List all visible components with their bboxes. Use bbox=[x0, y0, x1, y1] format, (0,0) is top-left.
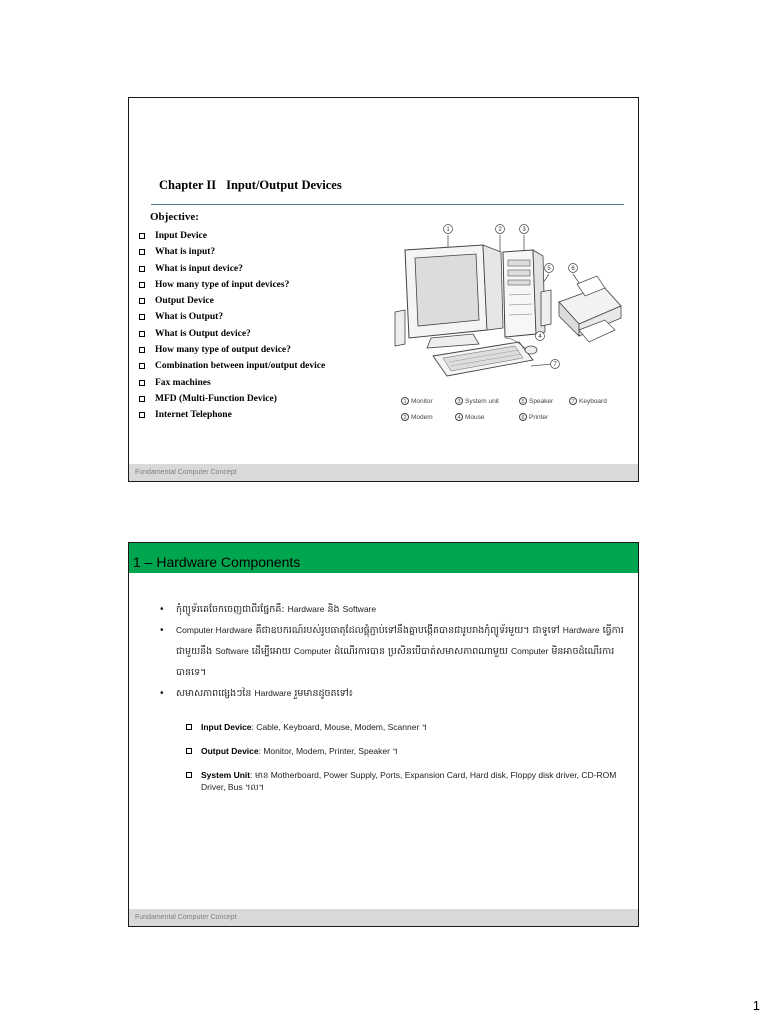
objective-text: What is Output device? bbox=[155, 328, 251, 339]
list-item bbox=[139, 261, 325, 277]
computer-system-illustration bbox=[391, 220, 623, 390]
list-item bbox=[139, 293, 325, 309]
figure-legend bbox=[399, 395, 634, 427]
checkbox-bullet-icon bbox=[139, 249, 145, 255]
list-item bbox=[139, 375, 325, 391]
legend-item bbox=[569, 397, 607, 405]
slide-title bbox=[159, 178, 342, 193]
list-item bbox=[139, 244, 325, 260]
english-term: Software bbox=[215, 646, 249, 656]
khmer-text: ធ្វើការជាមួយនឹង bbox=[176, 625, 624, 657]
bullet-list bbox=[159, 599, 629, 704]
component-list bbox=[186, 715, 626, 793]
callout-label: 3 bbox=[522, 227, 526, 233]
legend-item bbox=[519, 397, 553, 405]
objective-text: Output Device bbox=[155, 296, 214, 307]
legend-item bbox=[455, 397, 499, 405]
legend-item bbox=[401, 413, 433, 421]
khmer-text: រួមមានដូចតទៅ៖ bbox=[294, 688, 353, 699]
checkbox-bullet-icon bbox=[186, 724, 192, 730]
checkbox-bullet-icon bbox=[139, 396, 145, 402]
english-term: Hardware bbox=[287, 604, 325, 614]
legend-label: Mouse bbox=[465, 414, 485, 421]
legend-item bbox=[455, 413, 485, 421]
legend-label: System unit bbox=[465, 398, 499, 405]
khmer-text: ដំណើរការបាន ប្រសិនបើបាត់សមាសភាពណាមួយ bbox=[334, 646, 508, 657]
list-item bbox=[139, 277, 325, 293]
legend-number: 2 bbox=[401, 413, 409, 421]
monitor-icon bbox=[405, 245, 503, 348]
legend-label: Modem bbox=[411, 414, 433, 421]
khmer-text: មិនអាចដំណើរការបានទេ។ bbox=[176, 646, 615, 678]
component-text: : មាន Motherboard, Power Supply, Ports, Expansion Card, Hard disk, Floppy disk driver, CD-ROM Driver, Bus ។ល។ bbox=[201, 770, 617, 792]
checkbox-bullet-icon bbox=[139, 363, 145, 369]
khmer-text: កុំព្យូទ័រគេចែកចេញជាពីរផ្នែកគឺ: bbox=[176, 604, 285, 615]
objective-text: Fax machines bbox=[155, 377, 211, 388]
title-divider bbox=[151, 204, 624, 205]
legend-number: 6 bbox=[519, 413, 527, 421]
slide-footer: Fundamental Computer Concept bbox=[129, 909, 638, 926]
legend-number: 4 bbox=[455, 413, 463, 421]
checkbox-bullet-icon bbox=[186, 748, 192, 754]
legend-label: Speaker bbox=[529, 398, 554, 405]
legend-item bbox=[401, 397, 433, 405]
english-term: Software bbox=[342, 604, 377, 614]
list-item bbox=[186, 715, 626, 739]
legend-label: Monitor bbox=[411, 398, 433, 405]
list-item bbox=[159, 683, 629, 704]
list-item bbox=[139, 407, 325, 423]
english-term: Computer bbox=[511, 646, 549, 656]
keyboard-icon bbox=[433, 342, 533, 376]
callout-label: 1 bbox=[446, 227, 450, 233]
legend-number: 1 bbox=[401, 397, 409, 405]
callout-label: 2 bbox=[498, 227, 502, 233]
objective-text: What is input? bbox=[155, 247, 216, 258]
list-item bbox=[186, 763, 626, 793]
objective-text: Combination between input/output device bbox=[155, 361, 326, 372]
checkbox-bullet-icon bbox=[139, 266, 145, 272]
chapter-title: Input/Output Devices bbox=[226, 178, 342, 192]
objective-text: How many type of input devices? bbox=[155, 279, 290, 290]
wrapped-line bbox=[201, 763, 626, 793]
component-label: Output Device bbox=[201, 746, 259, 756]
list-item bbox=[139, 342, 325, 358]
checkbox-bullet-icon bbox=[186, 772, 192, 778]
objective-text: Internet Telephone bbox=[155, 410, 232, 421]
objective-text: What is Output? bbox=[155, 312, 224, 323]
legend-number: 7 bbox=[569, 397, 577, 405]
callout-label: 5 bbox=[547, 266, 551, 272]
checkbox-bullet-icon bbox=[139, 233, 145, 239]
list-item bbox=[139, 309, 325, 325]
list-item bbox=[186, 739, 626, 763]
checkbox-bullet-icon bbox=[139, 298, 145, 304]
component-text: : Monitor, Modem, Printer, Speaker ។ bbox=[258, 746, 398, 756]
english-term: Computer Hardware bbox=[176, 625, 253, 635]
objective-text: How many type of output device? bbox=[155, 345, 291, 356]
checkbox-bullet-icon bbox=[139, 282, 145, 288]
component-label: System Unit bbox=[201, 770, 251, 780]
list-item bbox=[139, 228, 325, 244]
khmer-text: និង bbox=[327, 604, 340, 615]
objective-text: What is input device? bbox=[155, 263, 243, 274]
list-item bbox=[139, 326, 325, 342]
legend-label: Printer bbox=[529, 414, 549, 421]
checkbox-bullet-icon bbox=[139, 314, 145, 320]
slide-footer: Fundamental Computer Concept bbox=[129, 464, 638, 481]
page-number: 1 bbox=[752, 998, 760, 1013]
checkbox-bullet-icon bbox=[139, 347, 145, 353]
list-item bbox=[139, 391, 325, 407]
khmer-text: ដើម្បីអោយ bbox=[251, 646, 291, 657]
list-item bbox=[139, 358, 325, 374]
objective-text: MFD (Multi-Function Device) bbox=[155, 393, 277, 404]
legend-label: Keyboard bbox=[579, 398, 607, 405]
callout-label: 6 bbox=[571, 266, 575, 272]
khmer-text: គឺជាឧបករណ៍របស់រូបធាតុដែលផ្គុំភ្ជាប់ទៅនឹងគ្នាបង្កើតបានជារូបរាងកុំព្យូទ័រមួយ។ ជាទូទៅ bbox=[255, 625, 560, 636]
legend-item bbox=[519, 413, 548, 421]
objective-label: Objective: bbox=[150, 211, 199, 223]
callout-label: 4 bbox=[538, 334, 542, 340]
component-text: : Cable, Keyboard, Mouse, Modem, Scanner ។ bbox=[251, 722, 428, 732]
khmer-text: សមាសភាពផ្សេងៗនៃ bbox=[176, 688, 252, 699]
chapter-label: Chapter II bbox=[159, 178, 217, 192]
english-term: Hardware bbox=[254, 688, 292, 698]
checkbox-bullet-icon bbox=[139, 331, 145, 337]
checkbox-bullet-icon bbox=[139, 380, 145, 386]
legend-number: 3 bbox=[455, 397, 463, 405]
list-item bbox=[159, 620, 629, 683]
component-label: Input Device bbox=[201, 722, 252, 732]
checkbox-bullet-icon bbox=[139, 412, 145, 418]
printer-icon bbox=[559, 276, 621, 342]
system-unit-icon bbox=[503, 250, 545, 337]
callout-label: 7 bbox=[553, 362, 557, 368]
slide-2 bbox=[128, 542, 639, 927]
slide-1 bbox=[128, 97, 639, 482]
legend-number: 5 bbox=[519, 397, 527, 405]
slide-title: 1 – Hardware Components bbox=[129, 543, 638, 573]
objective-list bbox=[139, 228, 325, 424]
english-term: Computer bbox=[293, 646, 332, 656]
objective-text: Input Device bbox=[155, 231, 207, 241]
list-item bbox=[159, 599, 629, 620]
english-term: Hardware bbox=[562, 625, 600, 635]
